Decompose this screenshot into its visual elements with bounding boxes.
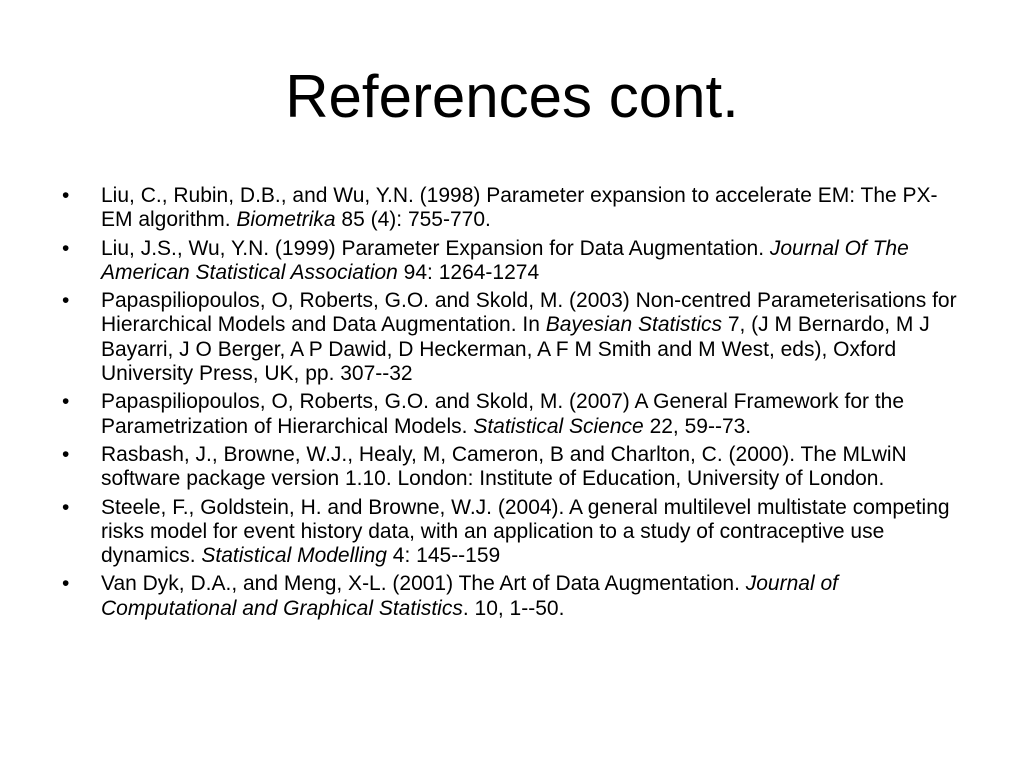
reference-venue: Statistical Modelling [201, 544, 387, 568]
reference-item [62, 390, 968, 439]
reference-details: 7, (J M Bernardo, M J Bayarri, J O Berger, A P Dawid, D Heckerman, A F M Smith and M West, eds), Oxford University Press, UK, pp. 307--32 [101, 313, 930, 386]
reference-venue: Biometrika [236, 208, 336, 232]
reference-details: . 10, 1--50. [462, 596, 565, 620]
reference-text: Liu, C., Rubin, D.B., and Wu, Y.N. (1998) Parameter expansion to accelerate EM: The PX-EM algorithm. [101, 184, 938, 232]
reference-text: Rasbash, J., Browne, W.J., Healy, M, Cameron, B and Charlton, C. (2000). The MLwiN software package version 1.10. London: Institute of Education, University of London. [101, 442, 907, 491]
reference-item [62, 572, 968, 621]
bullet-icon: • [62, 442, 70, 466]
bullet-icon: • [62, 390, 70, 414]
reference-item [62, 289, 968, 386]
bullet-icon: • [62, 495, 70, 519]
bullet-icon: • [62, 289, 70, 313]
reference-venue: Journal Of The American Statistical Association [101, 236, 909, 284]
reference-item [62, 443, 968, 492]
reference-venue: Journal of Computational and Graphical Statistics [101, 572, 838, 620]
reference-text: Papaspiliopoulos, O, Roberts, G.O. and Skold, M. (2007) A General Framework for the Parametrization of Hierarchical Models. [101, 390, 905, 438]
bullet-icon: • [62, 184, 70, 207]
reference-details: 22, 59--73. [643, 414, 752, 438]
reference-item [62, 237, 968, 286]
reference-venue: Statistical Science [473, 414, 644, 438]
reference-item [62, 184, 968, 233]
reference-venue: Bayesian Statistics [545, 313, 722, 337]
reference-details: 94: 1264-1274 [397, 260, 540, 284]
reference-text: Steele, F., Goldstein, H. and Browne, W.J. (2004). A general multilevel multistate competing risks model for event history data, with an application to a study of contraceptive use dynamics. [101, 495, 950, 568]
bullet-icon: • [62, 572, 70, 596]
reference-text: Van Dyk, D.A., and Meng, X-L. (2001) The Art of Data Augmentation. [101, 572, 746, 596]
bullet-icon: • [62, 236, 70, 260]
reference-details: 4: 145--159 [386, 544, 501, 568]
reference-text: Liu, J.S., Wu, Y.N. (1999) Parameter Expansion for Data Augmentation. [101, 236, 770, 260]
reference-list [62, 184, 968, 625]
reference-text: Papaspiliopoulos, O, Roberts, G.O. and Skold, M. (2003) Non-centred Parameterisations for Hierarchical Models and Data Augmentation. In [101, 289, 957, 337]
reference-details: 85 (4): 755-770. [335, 208, 491, 232]
slide-title: References cont. [285, 63, 739, 130]
reference-item [62, 496, 968, 569]
